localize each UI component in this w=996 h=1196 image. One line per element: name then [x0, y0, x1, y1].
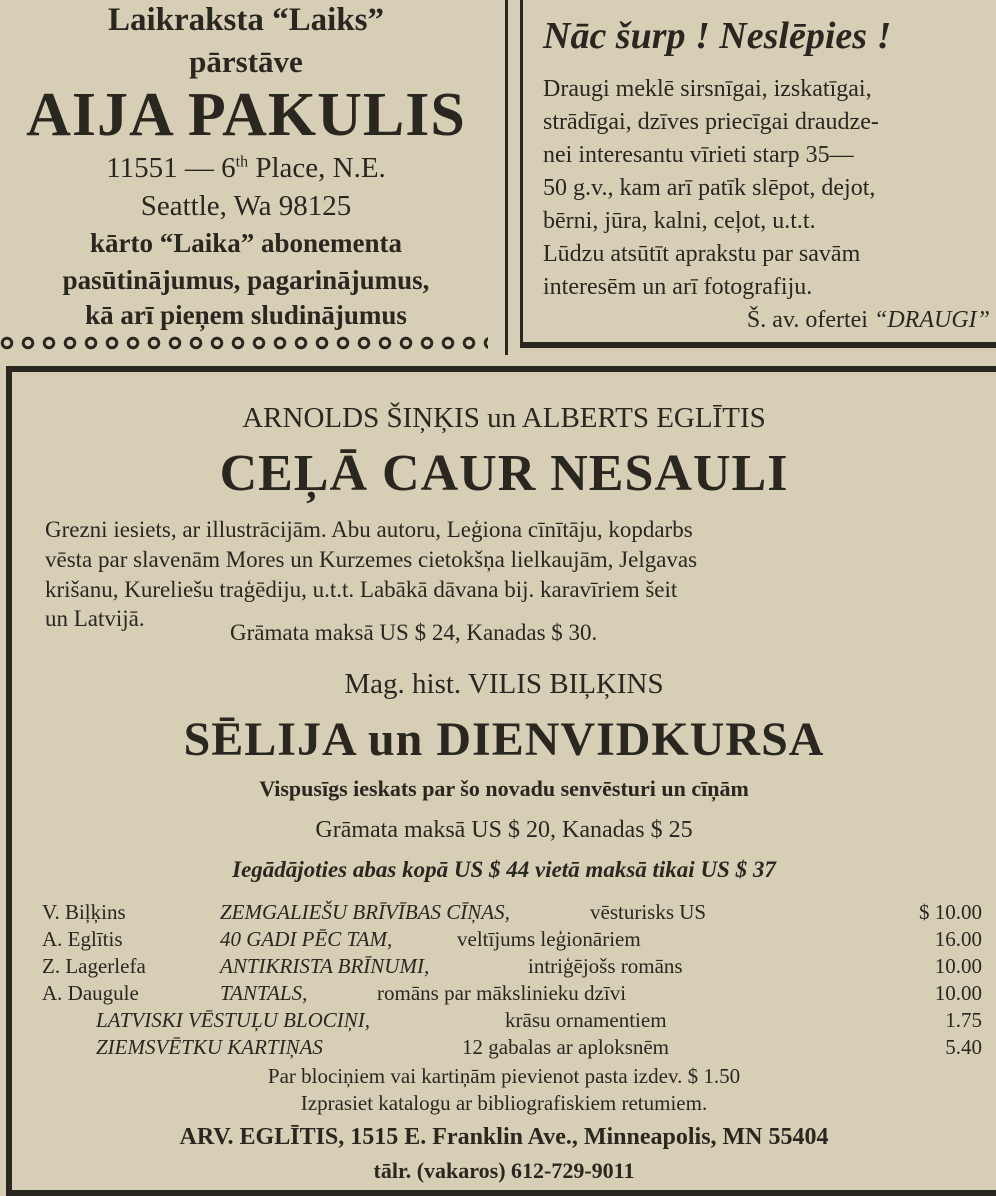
book1-desc-line: vēsta par slavenām Mores un Kurzemes cietokšņa lielkaujām, Jelgavas — [45, 547, 698, 572]
book1-title: CEĻĀ CAUR NESAULI — [219, 445, 789, 502]
book-price: 10.00 — [934, 981, 982, 1005]
book-author: A. Eglītis — [42, 927, 123, 951]
book2-price: Grāmata maksā US $ 20, Kanadas $ 25 — [315, 817, 693, 843]
book-note: veltījums leģionāriem — [457, 927, 641, 951]
book-title: 40 GADI PĒC TAM, — [220, 927, 393, 951]
book1-desc-line: krišanu, Kureliešu traģēdiju, u.t.t. Labākā dāvana bij. karavīriem šeit — [45, 577, 678, 602]
book-price: 16.00 — [934, 927, 982, 951]
book-list-row — [42, 1008, 982, 1035]
book-list-row — [42, 981, 982, 1008]
book-title: TANTALS, — [220, 981, 308, 1005]
ad-text-line: nei interesantu vīrieti starp 35— — [543, 142, 854, 168]
representative-name: AIJA PAKULIS — [26, 81, 466, 149]
service-line-2: pasūtinājumus, pagarinājumus, — [62, 265, 430, 295]
book-author: V. Biļķins — [42, 900, 126, 924]
book-note: intriģējošs romāns — [528, 954, 683, 978]
book-title: ZIEMSVĒTKU KARTIŅAS — [96, 1035, 323, 1059]
book-list-row — [42, 927, 982, 954]
address-line — [0, 152, 492, 185]
combo-offer: Iegādājoties abas kopā US $ 44 vietā maksā tikai US $ 37 — [232, 857, 776, 882]
book-note: 12 gabalas ar aploksnēm — [462, 1035, 670, 1059]
book-author: A. Daugule — [42, 981, 139, 1005]
ad-book-sales — [6, 366, 996, 1196]
publisher-phone: tālr. (vakaros) 612-729-9011 — [373, 1158, 635, 1183]
book-price: 1.75 — [945, 1008, 982, 1032]
ornament-border — [0, 336, 488, 350]
ad-text-line: 50 g.v., kam arī patīk slēpot, dejot, — [543, 175, 876, 201]
book-list-row — [42, 1035, 982, 1062]
address-sup: th — [235, 153, 249, 171]
service-line-3: kā arī pieņem sludinājumus — [85, 300, 407, 330]
ad-text-line: bērni, jūra, kalni, ceļot, u.t.t. — [543, 208, 816, 234]
book-note: romāns par mākslinieku dzīvi — [377, 981, 627, 1005]
address-number: 11551 — 6 — [106, 152, 236, 184]
ad-personal-draugi — [520, 0, 996, 348]
book-note: krāsu ornamentiem — [505, 1008, 667, 1032]
postage-note: Par blociņiem vai kartiņām pievienot pasta izdev. $ 1.50 — [267, 1064, 741, 1088]
book2-author: Mag. hist. VILIS BIĻĶINS — [344, 668, 664, 700]
book-title: LATVISKI VĒSTUĻU BLOCIŅI, — [96, 1008, 370, 1032]
ad-text-line: strādīgai, dzīves priecīgai draudze- — [543, 109, 879, 135]
book2-title: SĒLIJA un DIENVIDKURSA — [183, 713, 825, 766]
book1-price: Grāmata maksā US $ 24, Kanadas $ 30. — [230, 620, 598, 645]
book-author: Z. Lagerlefa — [42, 954, 146, 978]
book1-desc-line: un Latvijā. — [45, 606, 145, 631]
ad-text-line: Draugi meklē sirsnīgai, izskatīgai, — [543, 76, 872, 102]
signature-prefix: Š. av. ofertei — [746, 307, 874, 333]
ad-text-line: Lūdzu atsūtīt aprakstu par savām — [543, 241, 861, 267]
newspaper-line: Laikraksta “Laiks” — [108, 2, 384, 38]
catalog-note: Izprasiet katalogu ar bibliografiskiem retumiem. — [300, 1091, 708, 1115]
ad-headline: Nāc šurp ! Neslēpies ! — [543, 15, 892, 57]
signature-name: “DRAUGI” — [873, 307, 990, 333]
role-line: pārstāve — [189, 44, 303, 79]
book-list-row — [42, 954, 982, 981]
address-street: Place, N.E. — [248, 152, 386, 184]
book-price: 5.40 — [945, 1035, 982, 1059]
book-list-row — [42, 900, 982, 927]
book-title: ANTIKRISTA BRĪNUMI, — [220, 954, 430, 978]
book1-authors: ARNOLDS ŠIŅĶIS un ALBERTS EGLĪTIS — [242, 402, 766, 434]
book-price: $ 10.00 — [919, 900, 982, 924]
column-divider — [505, 0, 508, 355]
book-price: 10.00 — [934, 954, 982, 978]
service-line-1: kārto “Laika” abonementa — [89, 228, 403, 258]
book1-desc-line: Grezni iesiets, ar illustrācijām. Abu autoru, Leģiona cīnītāju, kopdarbs — [45, 517, 693, 542]
ad-laiks-representative — [0, 0, 492, 355]
book-note: vēsturisks US — [590, 900, 707, 924]
publisher-address: ARV. EGLĪTIS, 1515 E. Franklin Ave., Minneapolis, MN 55404 — [179, 1124, 829, 1150]
book2-subtitle: Vispusīgs ieskats par šo novadu senvēsturi un cīņām — [259, 776, 749, 801]
ad-signature — [747, 307, 990, 334]
city-line: Seattle, Wa 98125 — [140, 190, 352, 222]
book-title: ZEMGALIEŠU BRĪVĪBAS CĪŅAS, — [220, 900, 510, 924]
ad-text-line: interesēm un arī fotografiju. — [543, 274, 813, 300]
